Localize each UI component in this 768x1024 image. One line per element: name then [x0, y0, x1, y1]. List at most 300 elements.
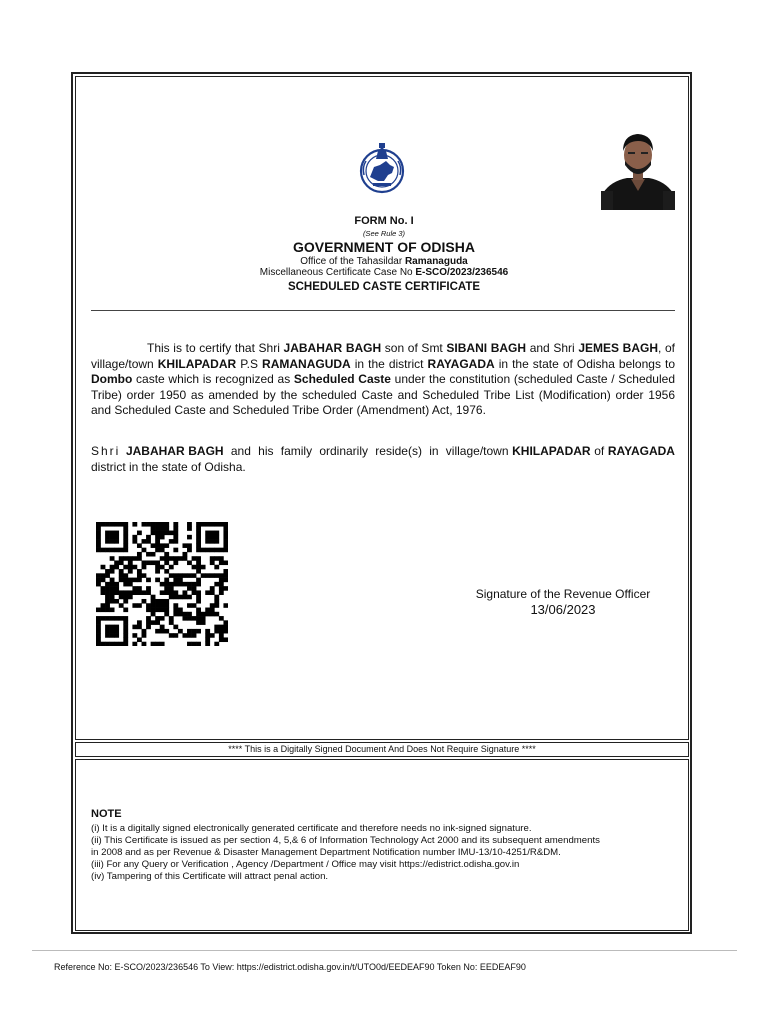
qr-module	[128, 569, 133, 574]
qr-module	[137, 603, 142, 608]
footer-divider	[32, 950, 737, 951]
qr-module	[196, 578, 201, 583]
qr-module	[132, 603, 137, 608]
mother-name: SIBANI BAGH	[446, 341, 527, 355]
digital-signature-banner: **** This is a Digitally Signed Document And Does Not Require Signature ****	[75, 742, 689, 757]
note-item: in 2008 and as per Revenue & Disaster Management Department Notification number IMU-13/10-4251/R&DM.	[91, 846, 561, 858]
qr-module	[214, 565, 219, 570]
qr-module	[146, 603, 151, 608]
qr-module	[214, 548, 219, 553]
qr-module	[210, 590, 215, 595]
qr-module	[219, 548, 224, 553]
qr-module	[96, 578, 101, 583]
qr-module	[205, 548, 210, 553]
qr-module	[128, 556, 133, 561]
qr-module	[164, 526, 169, 531]
qr-module	[123, 535, 128, 540]
qr-module	[123, 629, 128, 634]
qr-module	[110, 522, 115, 527]
qr-module	[210, 633, 215, 638]
qr-module	[142, 633, 147, 638]
qr-module	[114, 633, 119, 638]
qr-module	[132, 586, 137, 591]
qr-module	[146, 586, 151, 591]
qr-module	[119, 616, 124, 621]
qr-module	[169, 573, 174, 578]
qr-module	[214, 642, 219, 646]
qr-module	[173, 633, 178, 638]
qr-module	[223, 548, 228, 553]
qr-module	[173, 531, 178, 536]
district-name-2: RAYAGADA	[607, 444, 675, 458]
qr-module	[187, 526, 192, 531]
qr-module	[123, 565, 128, 570]
qr-module	[110, 586, 115, 591]
qr-module	[223, 526, 228, 531]
qr-module	[110, 599, 115, 604]
qr-module	[105, 522, 110, 527]
qr-module	[223, 578, 228, 583]
qr-module	[105, 531, 110, 536]
qr-module	[210, 612, 215, 617]
qr-module	[219, 586, 224, 591]
qr-module	[137, 543, 142, 548]
qr-module	[201, 565, 206, 570]
qr-module	[214, 603, 219, 608]
qr-module	[160, 608, 165, 613]
qr-module	[182, 595, 187, 600]
qr-module	[96, 633, 101, 638]
qr-module	[173, 612, 178, 617]
qr-module	[142, 599, 147, 604]
qr-module	[110, 595, 115, 600]
qr-module	[164, 578, 169, 583]
qr-module	[205, 633, 210, 638]
qr-module	[123, 637, 128, 642]
qr-module	[219, 578, 224, 583]
qr-module	[137, 637, 142, 642]
qr-module	[187, 573, 192, 578]
qr-module	[192, 642, 197, 646]
qr-module	[155, 599, 160, 604]
qr-module	[123, 573, 128, 578]
qr-module	[196, 620, 201, 625]
qr-module	[105, 535, 110, 540]
qr-module	[169, 539, 174, 544]
qr-module	[164, 590, 169, 595]
form-number: FORM No. I	[354, 215, 414, 227]
qr-module	[182, 616, 187, 621]
qr-module	[210, 603, 215, 608]
qr-module	[173, 595, 178, 600]
government-title: GOVERNMENT OF ODISHA	[292, 239, 475, 255]
qr-module	[187, 595, 192, 600]
qr-module	[223, 620, 228, 625]
qr-module	[164, 603, 169, 608]
see-rule-label: (See Rule 3)	[362, 229, 406, 238]
qr-module	[178, 595, 183, 600]
qr-module	[146, 590, 151, 595]
qr-module	[223, 539, 228, 544]
qr-module	[223, 535, 228, 540]
qr-module	[187, 616, 192, 621]
qr-module	[110, 569, 115, 574]
qr-module	[160, 522, 165, 527]
qr-module	[160, 526, 165, 531]
village-name-2: KHILAPADAR	[512, 444, 591, 458]
qr-module	[178, 582, 183, 587]
qr-module	[119, 548, 124, 553]
qr-module	[132, 535, 137, 540]
qr-module	[164, 556, 169, 561]
qr-module	[128, 565, 133, 570]
qr-module	[105, 625, 110, 630]
qr-module	[210, 586, 215, 591]
qr-module	[160, 543, 165, 548]
qr-module	[196, 522, 201, 527]
qr-module	[123, 625, 128, 630]
qr-module	[96, 608, 101, 613]
qr-module	[155, 531, 160, 536]
qr-module	[196, 560, 201, 565]
qr-module	[101, 586, 106, 591]
qr-module	[187, 535, 192, 540]
qr-module	[155, 560, 160, 565]
qr-module	[173, 535, 178, 540]
qr-module	[201, 573, 206, 578]
notes-title: NOTE	[91, 808, 122, 820]
qr-module	[214, 539, 219, 544]
qr-module	[178, 629, 183, 634]
qr-module	[110, 531, 115, 536]
qr-module	[164, 531, 169, 536]
qr-module	[123, 526, 128, 531]
qr-module	[164, 608, 169, 613]
qr-module	[146, 616, 151, 621]
qr-module	[219, 637, 224, 642]
qr-module	[132, 578, 137, 583]
qr-module	[119, 642, 124, 646]
qr-module	[205, 608, 210, 613]
qr-module	[223, 603, 228, 608]
qr-module	[214, 573, 219, 578]
qr-module	[101, 578, 106, 583]
village-name: KHILAPADAR	[157, 356, 237, 371]
qr-module	[169, 620, 174, 625]
qr-module	[142, 565, 147, 570]
qr-module	[155, 629, 160, 634]
qr-module	[173, 603, 178, 608]
qr-module	[205, 531, 210, 536]
qr-module	[192, 573, 197, 578]
qr-module	[105, 573, 110, 578]
note-item: (i) It is a digitally signed electronically generated certificate and therefore needs no ink-signed signature.	[91, 823, 532, 834]
qr-module	[123, 590, 128, 595]
qr-module	[110, 642, 115, 646]
qr-module	[196, 599, 201, 604]
qr-module	[214, 531, 219, 536]
caste-category: Scheduled Caste	[293, 372, 391, 387]
qr-module	[155, 620, 160, 625]
qr-module	[223, 543, 228, 548]
qr-module	[187, 548, 192, 553]
qr-module	[96, 582, 101, 587]
qr-module	[96, 629, 101, 634]
qr-module	[223, 586, 228, 591]
qr-module	[105, 599, 110, 604]
qr-module	[164, 586, 169, 591]
qr-module	[192, 629, 197, 634]
qr-module	[96, 543, 101, 548]
qr-module	[178, 573, 183, 578]
qr-module	[178, 578, 183, 583]
qr-module	[105, 642, 110, 646]
qr-module	[210, 539, 215, 544]
qr-module	[201, 620, 206, 625]
qr-module	[151, 522, 156, 527]
case-number-line: Miscellaneous Certificate Case No E-SCO/2023/236546	[259, 267, 509, 278]
qr-module	[119, 590, 124, 595]
qr-module	[110, 535, 115, 540]
qr-module	[151, 642, 156, 646]
qr-module	[137, 552, 142, 557]
qr-module	[192, 582, 197, 587]
qr-module	[205, 522, 210, 527]
qr-module	[155, 539, 160, 544]
qr-module	[114, 535, 119, 540]
qr-module	[142, 522, 147, 527]
qr-module	[155, 603, 160, 608]
qr-module	[187, 582, 192, 587]
qr-module	[196, 642, 201, 646]
qr-module	[192, 616, 197, 621]
qr-module	[110, 556, 115, 561]
qr-module	[192, 565, 197, 570]
qr-module	[96, 616, 101, 621]
qr-module	[132, 633, 137, 638]
qr-module	[96, 539, 101, 544]
qr-module	[160, 565, 165, 570]
qr-module	[105, 569, 110, 574]
qr-module	[155, 578, 160, 583]
qr-module	[196, 629, 201, 634]
header-divider	[91, 310, 675, 311]
qr-module	[223, 637, 228, 642]
qr-module	[119, 603, 124, 608]
qr-module	[210, 531, 215, 536]
qr-module	[182, 573, 187, 578]
qr-module	[142, 539, 147, 544]
qr-module	[155, 535, 160, 540]
qr-module	[201, 522, 206, 527]
qr-module	[205, 629, 210, 634]
qr-module	[151, 552, 156, 557]
qr-module	[110, 578, 115, 583]
qr-module	[173, 556, 178, 561]
qr-module	[123, 578, 128, 583]
residence-paragraph: Shri JABAHAR BAGH and his family ordinarily reside(s) in village/town KHILAPADAR of RAYAGADA district in the state of Odisha.	[91, 444, 675, 474]
certification-paragraph: This is to certify that Shri JABAHAR BAGH son of Smt SIBANI BAGH and Shri JEMES BAGH, of village/town KHILAPADAR P.S RAMANAGUDA in the district RAYAGADA in the state of Odisha belongs to Dombo caste which is recognized as Scheduled Caste under the constitution (scheduled Caste / Scheduled Tribe) order 1950 as amended by the scheduled Caste and Scheduled Tribe List (Modification) order 1956 and Scheduled Caste and Scheduled Tribe Order (Amendment) Act, 1976.	[91, 341, 675, 418]
qr-module	[192, 556, 197, 561]
qr-module	[205, 637, 210, 642]
qr-module	[142, 642, 147, 646]
qr-module	[155, 526, 160, 531]
qr-module	[96, 535, 101, 540]
qr-module	[105, 629, 110, 634]
qr-module	[160, 625, 165, 630]
qr-module	[187, 629, 192, 634]
qr-module	[192, 586, 197, 591]
qr-module	[151, 543, 156, 548]
qr-module	[151, 560, 156, 565]
qr-module	[196, 535, 201, 540]
qr-module	[137, 620, 142, 625]
qr-code	[96, 522, 228, 646]
qr-module	[173, 625, 178, 630]
qr-module	[114, 629, 119, 634]
qr-module	[128, 560, 133, 565]
qr-module	[155, 608, 160, 613]
reference-footer: Reference No: E-SCO/2023/236546 To View: https://edistrict.odisha.gov.in/t/UTO0d/EEDEAF90 Token No: EEDEAF90	[54, 962, 526, 972]
qr-module	[146, 625, 151, 630]
qr-module	[105, 603, 110, 608]
certificate-title: SCHEDULED CASTE CERTIFICATE	[287, 281, 481, 293]
office-name: Ramanaguda	[404, 256, 468, 267]
qr-module	[164, 599, 169, 604]
qr-module	[223, 522, 228, 527]
qr-module	[160, 556, 165, 561]
note-item: (ii) This Certificate is issued as per section 4, 5,& 6 of Information Technology Act 2000 and its subsequent amendments	[91, 834, 600, 846]
qr-module	[155, 565, 160, 570]
qr-module	[164, 582, 169, 587]
qr-module	[146, 560, 151, 565]
qr-module	[110, 590, 115, 595]
qr-module	[219, 633, 224, 638]
qr-module	[132, 590, 137, 595]
qr-module	[196, 582, 201, 587]
qr-module	[146, 578, 151, 583]
qr-module	[110, 582, 115, 587]
note-item: (iv) Tampering of this Certificate will attract penal action.	[91, 870, 329, 882]
qr-module	[214, 522, 219, 527]
qr-module	[105, 590, 110, 595]
qr-module	[114, 586, 119, 591]
qr-module	[219, 556, 224, 561]
qr-module	[119, 573, 124, 578]
qr-module	[119, 560, 124, 565]
signature-label: Signature of the Revenue Officer	[475, 587, 651, 601]
qr-module	[187, 642, 192, 646]
qr-module	[151, 612, 156, 617]
qr-module	[155, 522, 160, 527]
qr-module	[160, 616, 165, 621]
qr-module	[142, 629, 147, 634]
qr-module	[105, 586, 110, 591]
qr-module	[205, 590, 210, 595]
qr-module	[196, 612, 201, 617]
qr-module	[137, 586, 142, 591]
qr-module	[114, 560, 119, 565]
qr-module	[96, 548, 101, 553]
qr-module	[137, 590, 142, 595]
qr-module	[114, 582, 119, 587]
qr-module	[169, 565, 174, 570]
qr-module	[96, 625, 101, 630]
qr-module	[101, 548, 106, 553]
qr-module	[151, 595, 156, 600]
qr-module	[164, 629, 169, 634]
qr-module	[123, 633, 128, 638]
qr-module	[169, 590, 174, 595]
qr-module	[110, 539, 115, 544]
qr-module	[196, 556, 201, 561]
qr-module	[164, 612, 169, 617]
qr-module	[196, 616, 201, 621]
qr-module	[223, 573, 228, 578]
qr-module	[146, 620, 151, 625]
note-item: (iii) For any Query or Verification , Agency /Department / Office may visit https://edistrict.odisha.gov.in	[91, 858, 520, 870]
qr-module	[214, 535, 219, 540]
qr-module	[219, 629, 224, 634]
qr-module	[128, 590, 133, 595]
police-station: RAMANAGUDA	[262, 356, 351, 371]
qr-module	[169, 582, 174, 587]
qr-module	[196, 595, 201, 600]
qr-module	[110, 608, 115, 613]
odisha-state-emblem-icon	[356, 137, 408, 195]
father-name: JEMES BAGH	[578, 341, 658, 355]
qr-module	[187, 612, 192, 617]
qr-module	[219, 625, 224, 630]
qr-module	[101, 616, 106, 621]
qr-module	[169, 586, 174, 591]
qr-module	[110, 565, 115, 570]
qr-module	[214, 582, 219, 587]
qr-module	[137, 531, 142, 536]
qr-module	[210, 573, 215, 578]
qr-module	[105, 582, 110, 587]
qr-module	[210, 608, 215, 613]
qr-module	[173, 548, 178, 553]
qr-module	[101, 608, 106, 613]
qr-module	[201, 612, 206, 617]
qr-module	[114, 590, 119, 595]
qr-module	[101, 590, 106, 595]
qr-module	[119, 595, 124, 600]
qr-module	[132, 539, 137, 544]
qr-module	[182, 582, 187, 587]
qr-module	[137, 625, 142, 630]
qr-module	[160, 629, 165, 634]
qr-module	[123, 599, 128, 604]
qr-module	[214, 556, 219, 561]
qr-module	[210, 548, 215, 553]
notes-list	[91, 823, 691, 883]
qr-module	[137, 573, 142, 578]
qr-module	[210, 535, 215, 540]
qr-module	[219, 582, 224, 587]
qr-module	[192, 590, 197, 595]
qr-module	[201, 548, 206, 553]
qr-module	[128, 582, 133, 587]
qr-module	[105, 608, 110, 613]
qr-module	[219, 590, 224, 595]
qr-module	[201, 616, 206, 621]
qr-module	[223, 569, 228, 574]
qr-module	[164, 522, 169, 527]
qr-module	[214, 612, 219, 617]
qr-module	[205, 535, 210, 540]
